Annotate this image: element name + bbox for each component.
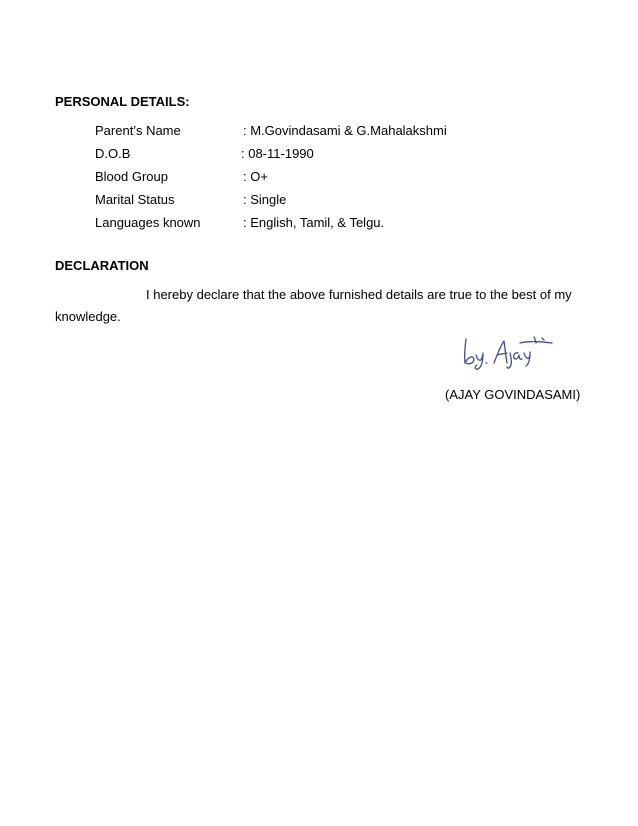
detail-label: Marital Status <box>95 192 175 207</box>
signature-image <box>460 333 556 371</box>
declaration-text-line-1: I hereby declare that the above furnished details are true to the best of my <box>146 287 572 302</box>
detail-label: Languages known <box>95 215 201 230</box>
detail-label: Blood Group <box>95 169 168 184</box>
detail-label: Parent’s Name <box>95 123 181 138</box>
declaration-heading: DECLARATION <box>55 258 149 273</box>
detail-value: : Single <box>243 192 287 207</box>
detail-row-marital-status <box>95 192 575 208</box>
personal-details-heading: PERSONAL DETAILS: <box>55 94 190 109</box>
detail-row-languages-known <box>95 215 575 231</box>
detail-label: D.O.B <box>95 146 131 161</box>
detail-row-blood-group <box>95 169 575 185</box>
declaration-text-line-2: knowledge. <box>55 309 121 324</box>
signer-name: (AJAY GOVINDASAMI) <box>445 387 581 402</box>
detail-value: : M.Govindasami & G.Mahalakshmi <box>243 123 447 138</box>
detail-value: : English, Tamil, & Telgu. <box>243 215 385 230</box>
detail-value: : 08-11-1990 <box>241 146 314 161</box>
detail-value: : O+ <box>243 169 268 184</box>
detail-row-dob <box>95 146 575 162</box>
detail-row-parents-name <box>95 123 575 139</box>
